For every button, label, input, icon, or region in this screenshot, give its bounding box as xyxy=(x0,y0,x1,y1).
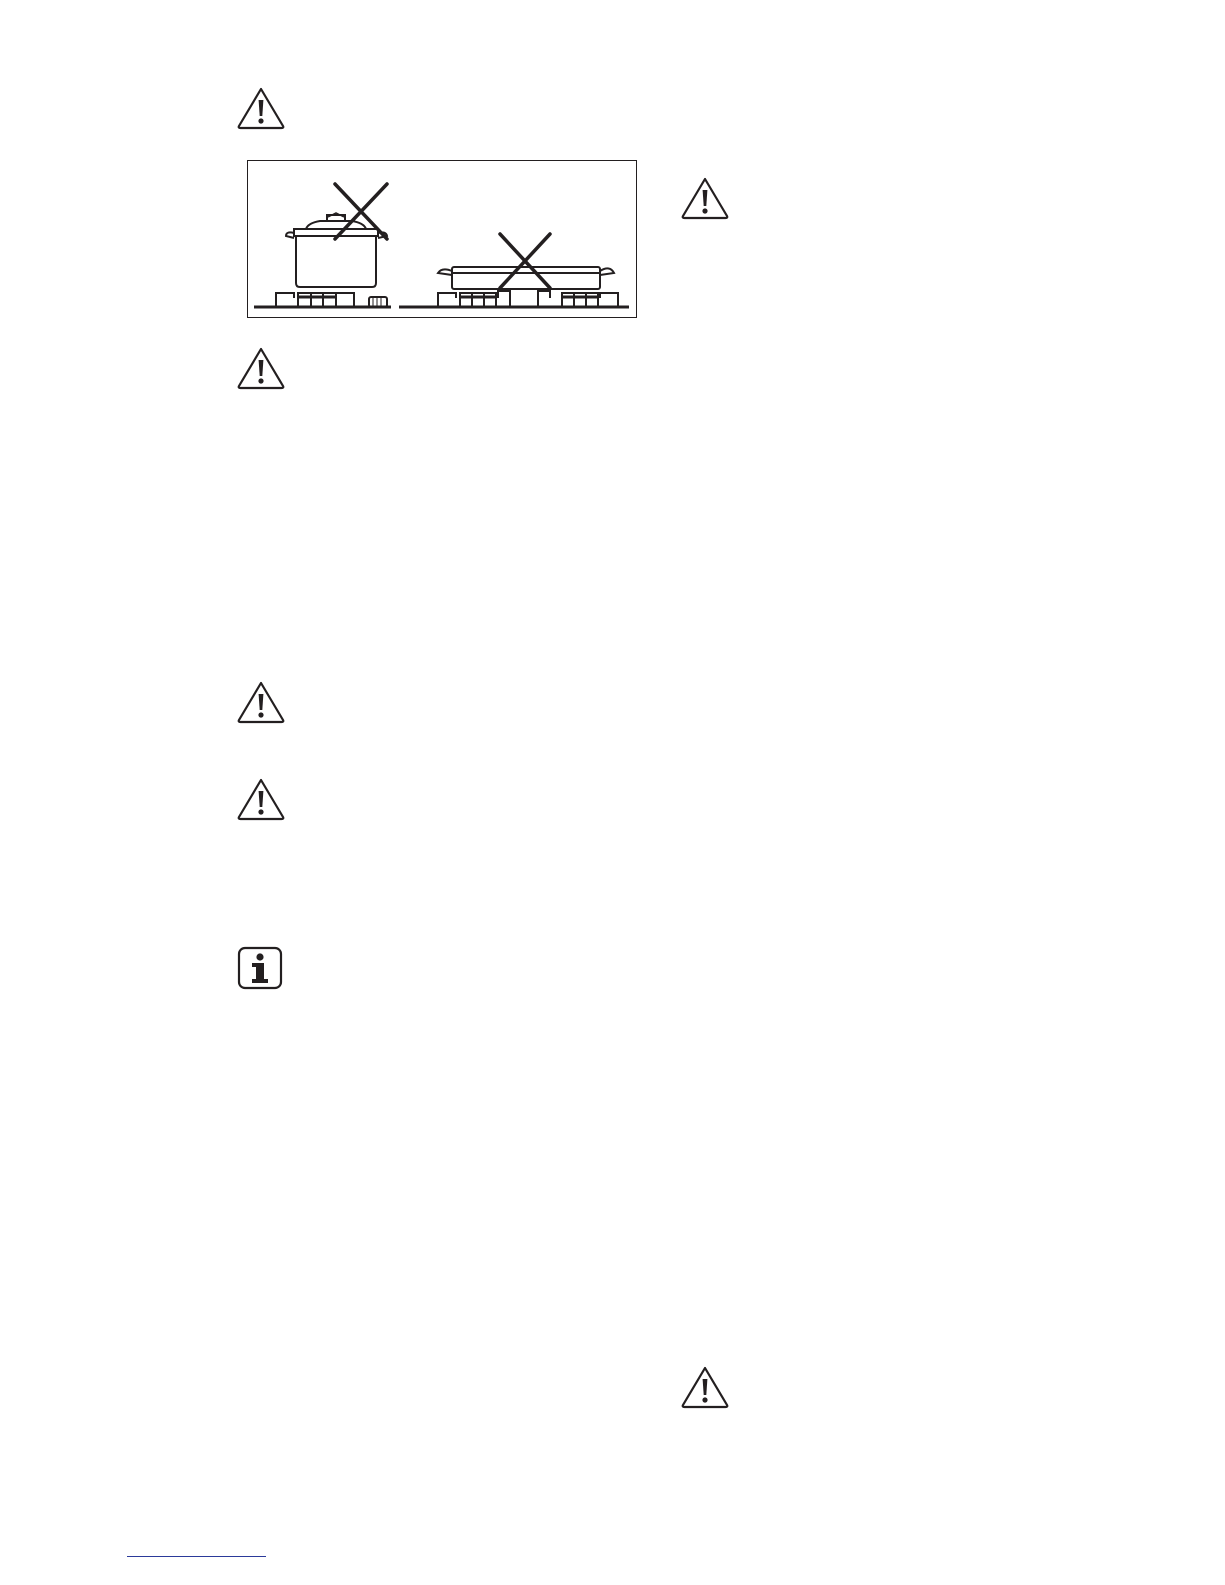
warning-triangle-icon xyxy=(236,680,286,724)
cross-mark-icon xyxy=(331,181,391,243)
warning-triangle-icon xyxy=(236,346,286,390)
cross-mark-icon xyxy=(496,231,554,291)
warning-triangle-icon xyxy=(236,86,286,130)
warning-triangle-icon xyxy=(236,777,286,821)
cookware-illustration xyxy=(247,160,637,318)
footer-rule xyxy=(127,1556,266,1557)
warning-triangle-icon xyxy=(680,176,730,220)
warning-triangle-icon xyxy=(680,1365,730,1409)
information-icon xyxy=(237,946,283,990)
